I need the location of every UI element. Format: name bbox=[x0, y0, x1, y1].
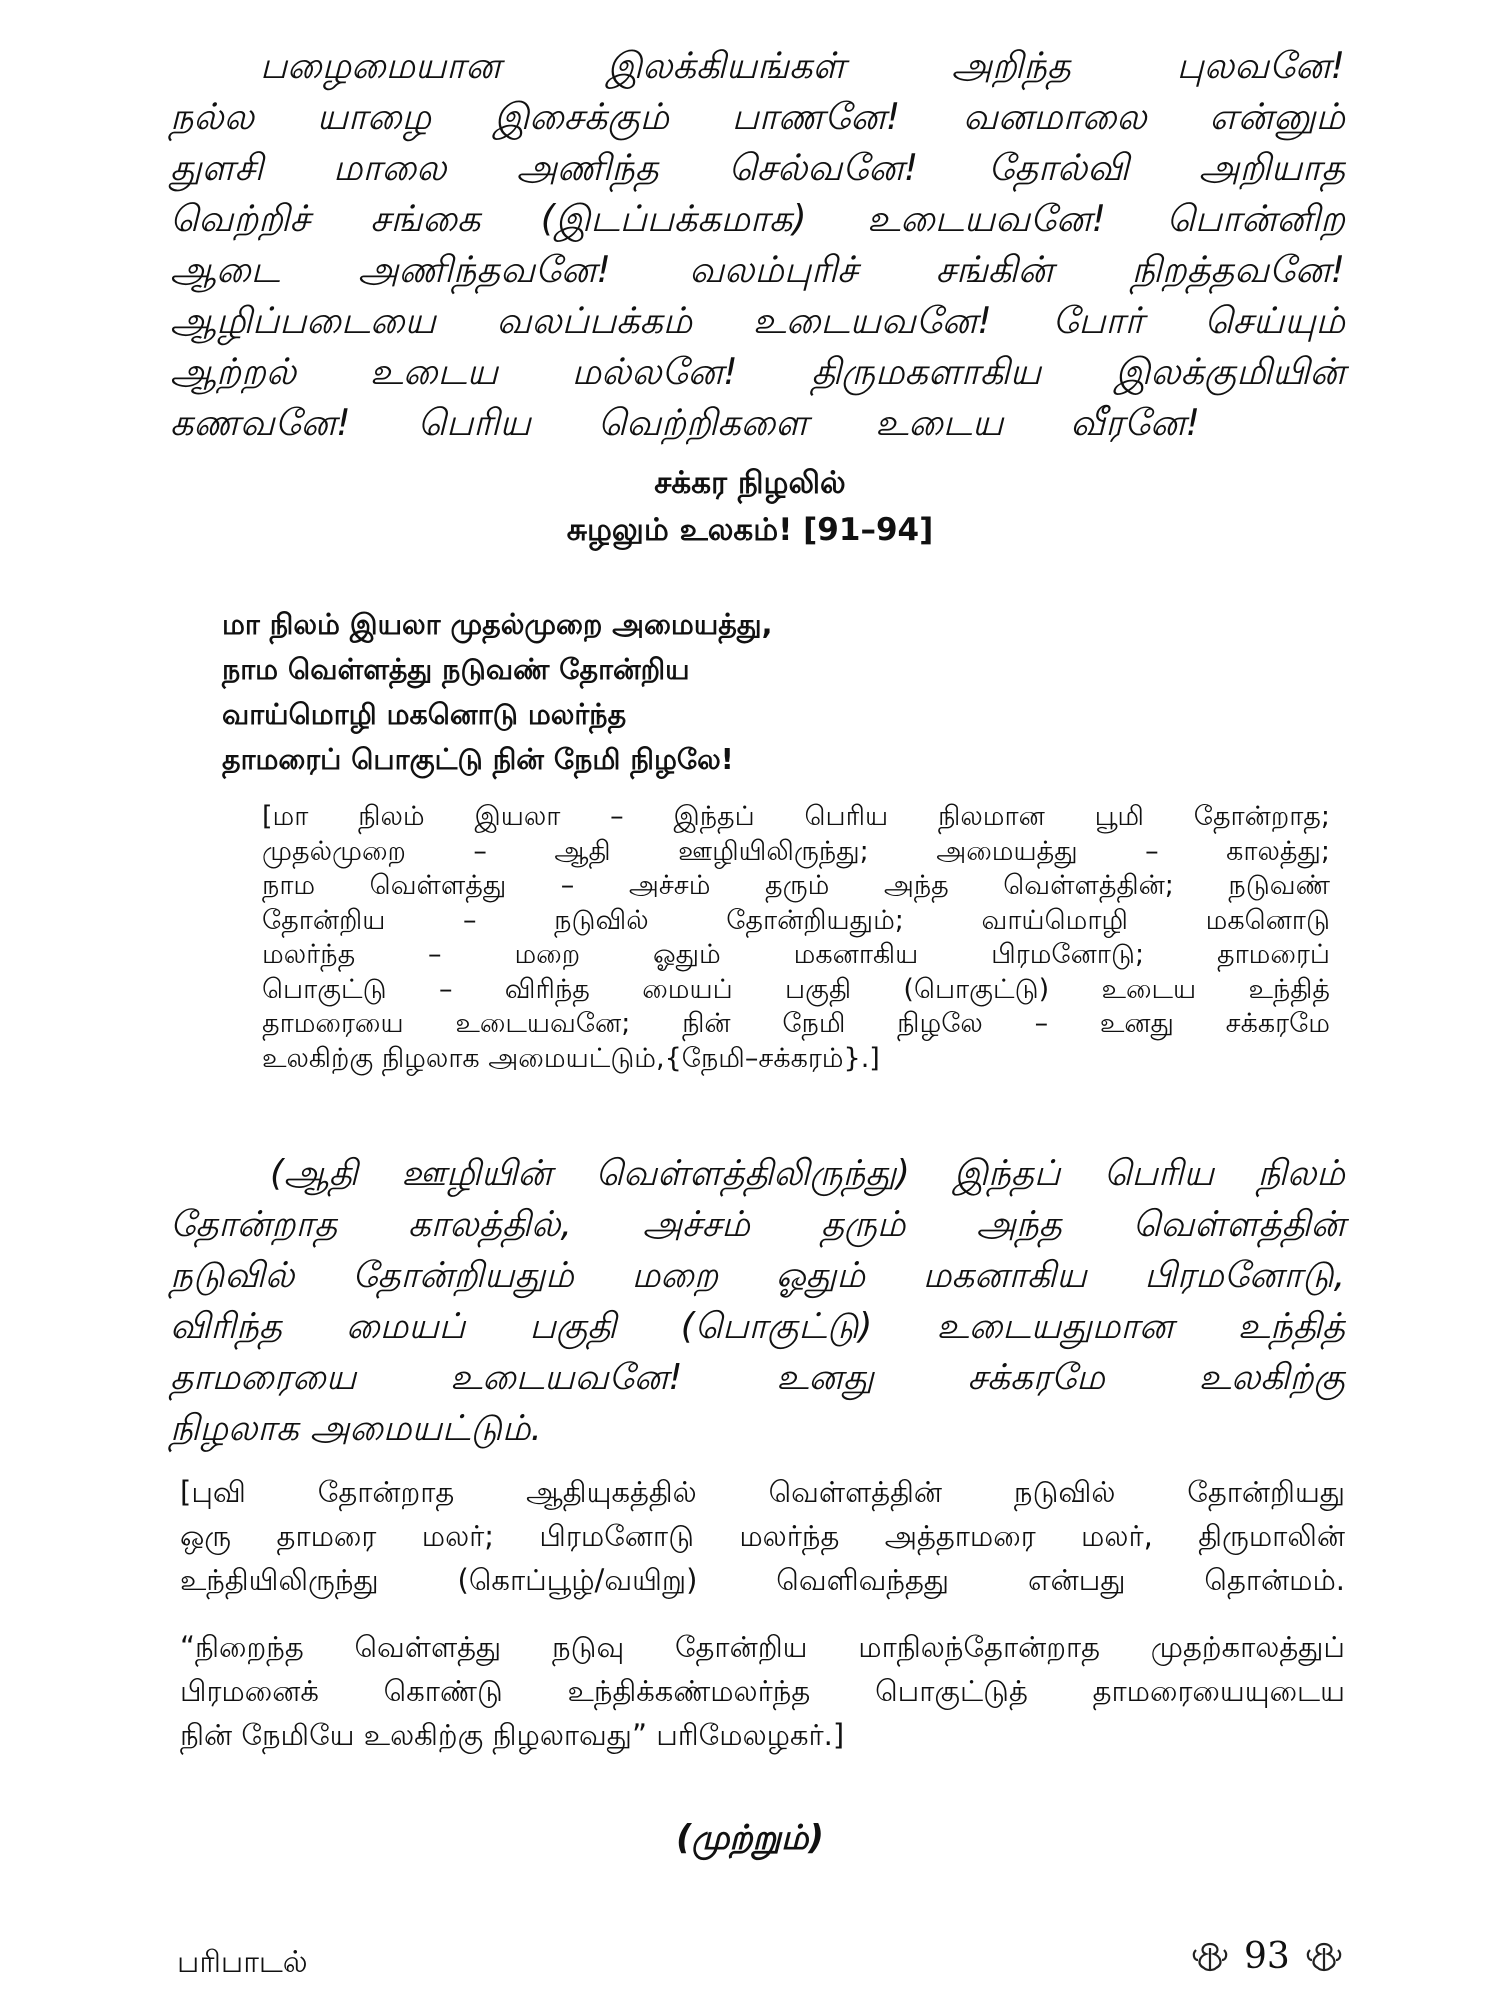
meaning-line: தோன்றாத காலத்தில், அச்சம் தரும் அந்த வெள்ளத்தின் bbox=[170, 1204, 1345, 1245]
gloss-line: பொகுட்டு – விரிந்த மையப் பகுதி (பொகுட்டு) உடைய உந்தித் bbox=[262, 973, 1330, 1005]
gloss-line: தோன்றிய – நடுவில் தோன்றியதும்; வாய்மொழி மகனொடு bbox=[262, 904, 1330, 936]
heading-line-1: சக்கர நிழலில் bbox=[654, 465, 846, 501]
gloss-line: முதல்முறை – ஆதி ஊழியிலிருந்து; அமையத்து – காலத்து; bbox=[262, 835, 1330, 867]
flourish-ornament-icon bbox=[1304, 1940, 1344, 1974]
note-line: [புவி தோன்றாத ஆதியுகத்தில் வெள்ளத்தின் நடுவில் தோன்றியது bbox=[180, 1475, 1345, 1509]
flourish-ornament-icon bbox=[1190, 1940, 1230, 1974]
meaning-line: விரிந்த மையப் பகுதி (பொகுட்டு) உடையதுமான உந்தித் bbox=[170, 1306, 1345, 1347]
verse-block bbox=[222, 602, 772, 782]
meaning-line: தாமரையை உடையவனே! உனது சக்கரமே உலகிற்கு bbox=[170, 1357, 1345, 1398]
intro-line: பழைமையான இலக்கியங்கள் அறிந்த புலவனே! bbox=[260, 44, 1345, 87]
heading-line-2: சுழலும் உலகம்! [91–94] bbox=[566, 512, 934, 548]
intro-line: ஆடை அணிந்தவனே! வலம்புரிச் சங்கின் நிறத்தவனே! bbox=[170, 248, 1345, 291]
gloss-line: மலர்ந்த – மறை ஓதும் மகனாகிய பிரமனோடு; தாமரைப் bbox=[262, 939, 1330, 970]
section-heading bbox=[0, 460, 1500, 554]
commentary-quote bbox=[180, 1625, 1345, 1757]
intro-line: ஆற்றல் உடைய மல்லனே! திருமகளாகிய இலக்குமியின் bbox=[170, 350, 1345, 393]
gloss-line: உலகிற்கு நிழலாக அமையட்டும்,{நேமி–சக்கரம்}.] bbox=[262, 1042, 880, 1074]
note-line: ஒரு தாமரை மலர்; பிரமனோடு மலர்ந்த அத்தாமரை மலர், திருமாலின் bbox=[180, 1519, 1345, 1553]
meaning-paragraph bbox=[170, 1148, 1345, 1454]
meaning-line: நிழலாக அமையட்டும். bbox=[170, 1408, 542, 1449]
running-footer-title: பரிபாடல் bbox=[177, 1945, 308, 1980]
mythology-note bbox=[180, 1470, 1345, 1602]
verse-line: மா நிலம் இயலா முதல்முறை அமையத்து, bbox=[222, 608, 773, 641]
verse-line: தாமரைப் பொகுட்டு நின் நேமி நிழலே! bbox=[222, 743, 734, 776]
gloss-line: [மா நிலம் இயலா – இந்தப் பெரிய நிலமான பூமி தோன்றாத; bbox=[262, 801, 1330, 832]
meaning-line: நடுவில் தோன்றியதும் மறை ஓதும் மகனாகிய பிரமனோடு, bbox=[170, 1255, 1345, 1296]
intro-line: துளசி மாலை அணிந்த செல்வனே! தோல்வி அறியாத bbox=[170, 146, 1345, 189]
verse-line: நாம வெள்ளத்து நடுவண் தோன்றிய bbox=[222, 653, 690, 686]
end-marker: (முற்றும்) bbox=[676, 1818, 824, 1858]
gloss-line: தாமரையை உடையவனே; நின் நேமி நிழலே – உனது சக்கரமே bbox=[262, 1008, 1330, 1039]
intro-line: நல்ல யாழை இசைக்கும் பாணனே! வனமாலை என்னும் bbox=[170, 95, 1345, 138]
page-number-block bbox=[1190, 1936, 1344, 1977]
verse-line: வாய்மொழி மகனொடு மலர்ந்த bbox=[222, 698, 627, 731]
page-number: 93 bbox=[1244, 1936, 1290, 1977]
quote-line: நின் நேமியே உலகிற்கு நிழலாவது” பரிமேலழகர்.] bbox=[180, 1718, 845, 1752]
meaning-line: (ஆதி ஊழியின் வெள்ளத்திலிருந்து) இந்தப் பெரிய நிலம் bbox=[270, 1153, 1345, 1194]
gloss-line: நாம வெள்ளத்து – அச்சம் தரும் அந்த வெள்ளத்தின்; நடுவண் bbox=[262, 870, 1330, 901]
quote-line: பிரமனைக் கொண்டு உந்திக்கண்மலர்ந்த பொகுட்டுத் தாமரையையுடைய bbox=[180, 1674, 1345, 1708]
quote-line: “நிறைந்த வெள்ளத்து நடுவு தோன்றிய மாநிலந்தோன்றாத முதற்காலத்துப் bbox=[180, 1630, 1345, 1664]
intro-line: கணவனே! பெரிய வெற்றிகளை உடைய வீரனே! bbox=[170, 401, 1200, 444]
intro-paragraph bbox=[170, 40, 1345, 448]
intro-line: வெற்றிச் சங்கை (இடப்பக்கமாக) உடையவனே! பொன்னிற bbox=[170, 197, 1345, 240]
word-gloss bbox=[262, 800, 1330, 1076]
note-line: உந்தியிலிருந்து (கொப்பூழ்/வயிறு) வெளிவந்தது என்பது தொன்மம். bbox=[180, 1563, 1345, 1597]
intro-line: ஆழிப்படையை வலப்பக்கம் உடையவனே! போர் செய்யும் bbox=[170, 299, 1345, 342]
